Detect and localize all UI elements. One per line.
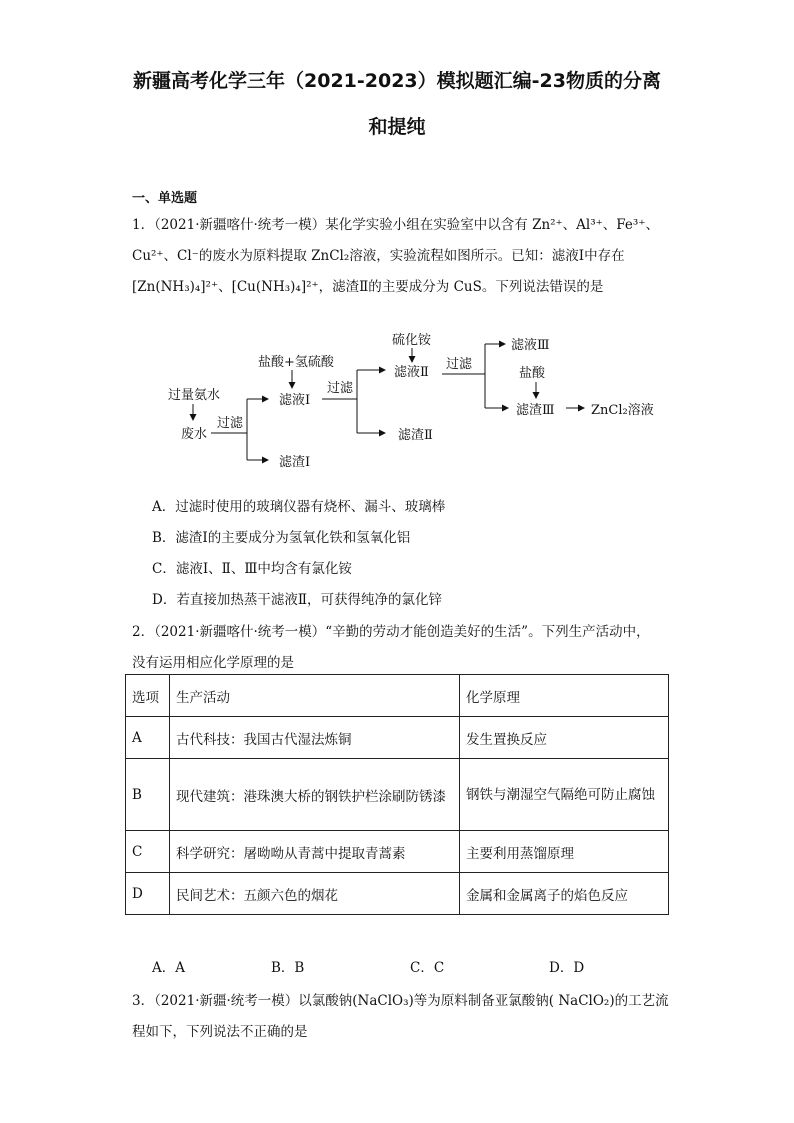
q1-option-a[interactable]: A．过滤时使用的玻璃仪器有烧杯、漏斗、玻璃棒 [152, 499, 446, 515]
table-header-cell: 选项 [126, 675, 170, 717]
q2-answer-c[interactable]: C．C [410, 960, 445, 976]
residue-2: 滤渣Ⅱ [398, 428, 433, 443]
question-1-line-1: 1．（2021·新疆喀什·统考一模）某化学实验小组在实验室中以含有 Zn²⁺、Al³⁺、Fe³⁺、 [132, 217, 659, 233]
table-cell: C [126, 831, 170, 873]
table-cell: 现代建筑：港珠澳大桥的钢铁护栏涂刷防锈漆 [170, 759, 460, 831]
q1-option-b[interactable]: B．滤渣Ⅰ的主要成分为氢氧化铁和氢氧化铝 [152, 530, 411, 546]
question-1-line-3: [Zn(NH₃)₄]²⁺、[Cu(NH₃)₄]²⁺，滤渣Ⅱ的主要成分为 CuS。下列说法错误的是 [132, 279, 604, 295]
residue-1: 滤渣Ⅰ [279, 455, 311, 470]
q2-answer-a[interactable]: A．A [152, 960, 185, 976]
residue-3: 滤渣Ⅲ [516, 403, 555, 418]
feed-wastewater: 废水 [181, 427, 208, 442]
table-row [126, 759, 669, 831]
principle-table [125, 674, 669, 915]
filtrate-2: 滤液Ⅱ [394, 365, 429, 380]
flow-diagram-1 [0, 322, 794, 492]
filtrate-3: 滤液Ⅲ [511, 338, 550, 353]
op-filter-3: 过滤 [446, 357, 473, 372]
table-cell: 主要利用蒸馏原理 [460, 831, 669, 873]
question-2-line-2: 没有运用相应化学原理的是 [132, 655, 294, 671]
q2-answer-b[interactable]: B．B [271, 960, 305, 976]
page-title: 新疆高考化学三年（2021-2023）模拟题汇编-23物质的分离 [133, 70, 661, 92]
op-filter-1: 过滤 [217, 416, 244, 431]
table-header-cell: 生产活动 [170, 675, 460, 717]
section-heading: 一、单选题 [132, 191, 198, 206]
table-cell: A [126, 717, 170, 759]
question-1-line-2: Cu²⁺、Cl⁻的废水为原料提取 ZnCl₂溶液，实验流程如图所示。已知：滤液Ⅰ中存在 [132, 248, 625, 264]
question-3-line-1: 3．（2021·新疆·统考一模）以氯酸钠(NaClO₃)等为原料制备亚氯酸钠( NaClO₂)的工艺流 [132, 993, 669, 1009]
reagent-hcl: 盐酸 [519, 366, 546, 381]
reagent-ammonia: 过量氨水 [168, 388, 221, 403]
reagent-ammonium-sulfide: 硫化铵 [392, 333, 432, 348]
question-2-line-1: 2．（2021·新疆喀什·统考一模）“辛勤的劳动才能创造美好的生活”。下列生产活动中， [132, 624, 650, 640]
table-row [126, 717, 669, 759]
table-cell: 金属和金属离子的焰色反应 [460, 873, 669, 915]
table-header-row [126, 675, 669, 717]
reagent-hcl-h2s: 盐酸+氢硫酸 [258, 355, 334, 370]
page-title-continued: 和提纯 [368, 116, 426, 138]
table-cell: 发生置换反应 [460, 717, 669, 759]
q2-answer-d[interactable]: D．D [549, 960, 585, 976]
table-row [126, 831, 669, 873]
table-header-cell: 化学原理 [460, 675, 669, 717]
table-cell: D [126, 873, 170, 915]
q1-option-c[interactable]: C．滤液Ⅰ、Ⅱ、Ⅲ中均含有氯化铵 [152, 561, 352, 577]
product-zncl2: ZnCl₂溶液 [591, 403, 654, 418]
table-cell: 钢铁与潮湿空气隔绝可防止腐蚀 [460, 759, 669, 831]
q1-option-d[interactable]: D．若直接加热蒸干滤液Ⅱ，可获得纯净的氯化锌 [152, 592, 442, 608]
table-cell: 民间艺术：五颜六色的烟花 [170, 873, 460, 915]
op-filter-2: 过滤 [327, 381, 354, 396]
table-cell: 科学研究：屠呦呦从青蒿中提取青蒿素 [170, 831, 460, 873]
table-cell: 古代科技：我国古代湿法炼铜 [170, 717, 460, 759]
question-3-line-2: 程如下，下列说法不正确的是 [132, 1024, 308, 1040]
table-cell: B [126, 759, 170, 831]
table-row [126, 873, 669, 915]
filtrate-1: 滤液Ⅰ [279, 393, 311, 408]
